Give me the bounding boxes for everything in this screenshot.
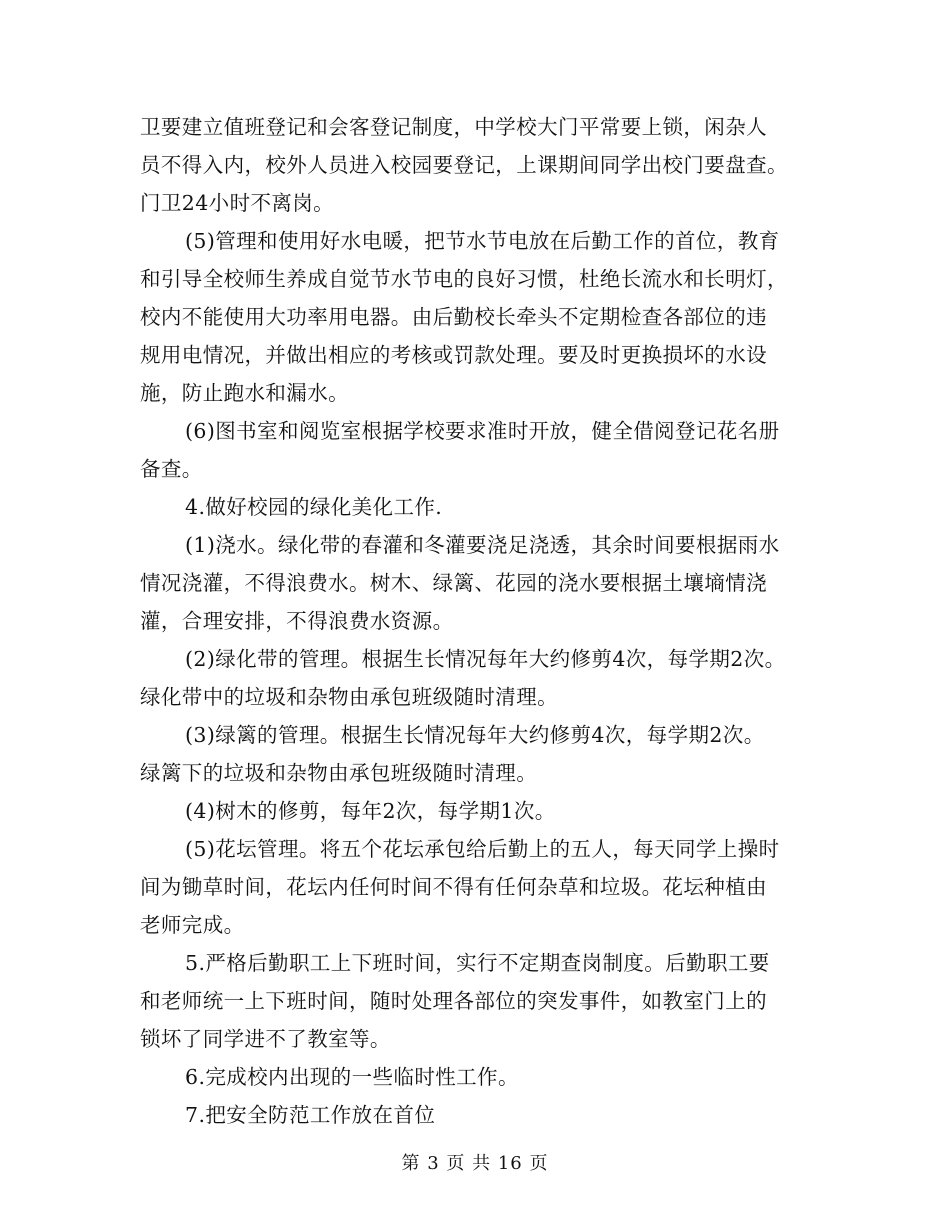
text-line: (2)绿化带的管理。根据生长情况每年大约修剪4次，每学期2次。 xyxy=(185,647,786,671)
text-line: 校内不能使用大功率用电器。由后勤校长牵头不定期检查各部位的违 xyxy=(140,305,767,329)
text-line: 绿化带中的垃圾和杂物由承包班级随时清理。 xyxy=(140,685,558,709)
text-line: 灌，合理安排，不得浪费水资源。 xyxy=(140,609,454,633)
text-line: 锁坏了同学进不了教室等。 xyxy=(140,1027,391,1051)
text-line: 门卫24小时不离岗。 xyxy=(140,191,335,215)
text-line: 卫要建立值班登记和会客登记制度，中学校大门平常要上锁，闲杂人 xyxy=(140,115,767,139)
text-line: 绿篱下的垃圾和杂物由承包班级随时清理。 xyxy=(140,761,538,785)
text-line: 和老师统一上下班时间，随时处理各部位的突发事件，如教室门上的 xyxy=(140,989,767,1013)
text-line: (3)绿篱的管理。根据生长情况每年大约修剪4次，每学期2次。 xyxy=(185,723,765,747)
text-line: (5)花坛管理。将五个花坛承包给后勤上的五人，每天同学上操时 xyxy=(185,837,780,861)
text-line: 规用电情况，并做出相应的考核或罚款处理。要及时更换损坏的水设 xyxy=(140,343,767,367)
text-line: 备查。 xyxy=(140,457,203,481)
text-line: 施，防止跑水和漏水。 xyxy=(140,381,349,405)
text-line: (5)管理和使用好水电暖，把节水节电放在后勤工作的首位，教育 xyxy=(185,229,780,253)
text-line: 情况浇灌，不得浪费水。树木、绿篱、花园的浇水要根据土壤墒情浇 xyxy=(140,571,767,595)
text-line: (1)浇水。绿化带的春灌和冬灌要浇足浇透，其余时间要根据雨水 xyxy=(185,533,780,557)
text-line: 老师完成。 xyxy=(140,913,245,937)
text-line: 员不得入内，校外人员进入校园要登记，上课期间同学出校门要盘查。 xyxy=(140,153,788,177)
text-line: (6)图书室和阅览室根据学校要求准时开放，健全借阅登记花名册 xyxy=(185,419,780,443)
text-line: 间为锄草时间，花坛内任何时间不得有任何杂草和垃圾。花坛种植由 xyxy=(140,875,767,899)
text-line: 4.做好校园的绿化美化工作. xyxy=(185,495,443,519)
page-footer: 第 3 页 共 16 页 xyxy=(401,1153,549,1174)
text-line: (4)树木的修剪，每年2次，每学期1次。 xyxy=(185,799,556,823)
text-line: 和引导全校师生养成自觉节水节电的良好习惯，杜绝长流水和长明灯， xyxy=(140,267,788,291)
text-line: 6.完成校内出现的一些临时性工作。 xyxy=(185,1065,519,1089)
text-line: 7.把安全防范工作放在首位 xyxy=(185,1103,436,1127)
text-line: 5.严格后勤职工上下班时间，实行不定期查岗制度。后勤职工要 xyxy=(185,951,770,975)
document-body xyxy=(140,108,820,1134)
